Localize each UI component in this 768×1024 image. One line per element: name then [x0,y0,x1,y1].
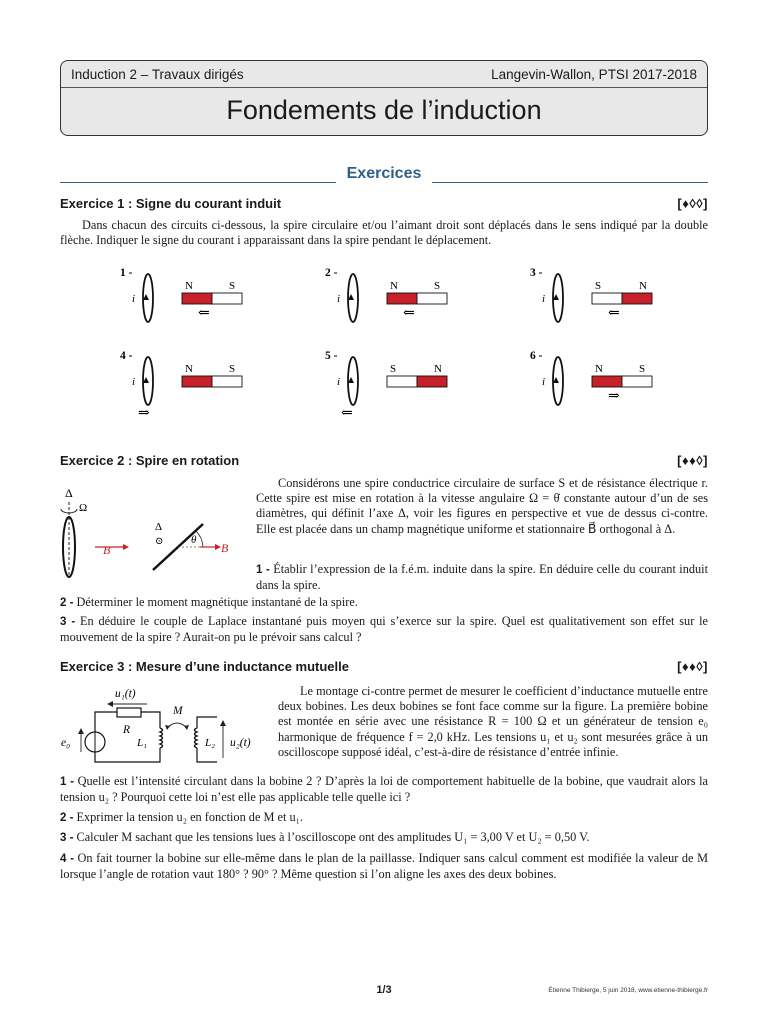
magnet-left-pole [182,293,212,304]
magnet-right-pole [622,376,652,387]
current-label: i [337,293,341,305]
e0-arrowhead [78,728,84,734]
figure-number: 6 - [530,350,543,362]
exercise-3-circuit [55,684,280,774]
exercise-3-question-1 [60,774,708,805]
question-text: On fait tourner la bobine sur elle-même dans le plan de la paillasse. Indiquer sans calcul comment est modifiée la valeur de M lorsque l’angle de rotation vaut 180° ? 90° ? Même question si l’on aligne les axes des deux bobines. [60,851,709,882]
magnet-right-label: S [434,280,441,292]
magnet-left-pole [182,376,212,387]
question-text: Déterminer le moment magnétique instantané de la spire. [76,595,358,609]
question-number: 2 - [60,812,74,824]
theta-label: θ [191,534,197,546]
figure-number: 4 - [120,350,133,362]
exercise-2-question-2 [60,595,708,611]
figure-number: 1 - [120,267,133,279]
question-number: 4 - [60,853,74,865]
magnet-right-pole [212,293,242,304]
question-text: Exprimer la tension u₂ en fonction de M et u₁. [76,810,303,824]
current-label: i [542,376,546,388]
question-number: 3 - [60,832,74,844]
u1-arrowhead [107,701,113,707]
page-number: 1/3 [376,984,392,996]
delta-label-top: Δ [155,521,163,533]
magnet-left-label: S [595,280,602,292]
exercise-3-statement: Le montage ci-contre permet de mesurer le coefficient d’inductance mutuelle entre deux bobines. Les deux bobines se font face comme sur la figure. La première bobine est montée en série avec une résistance R = 100 Ω et un générateur de tension e₀ harmonique de fréquence f = 2,0 kHz. Les tensions u₁ et u₂ sont mesurées grâce à un oscilloscope supposé idéal, c’est-à-dire de résistance d’entrée infinie. [278,684,708,759]
motion-double-arrow: ⇒ [138,406,150,421]
section-title: Exercices [346,165,422,182]
m-label: M [173,705,183,717]
magnet-left-pole [592,376,622,387]
exercise-2-question-1 [256,562,708,593]
header-separator [61,87,707,88]
header-box [60,60,708,136]
magnet-right-label: S [229,280,236,292]
figure-number: 2 - [325,267,338,279]
magnet-left-pole [592,293,622,304]
wire-bottom [95,748,160,762]
exercise-1-statement: Dans chacun des circuits ci-dessous, la spire circulaire et/ou l’aimant droit sont déplacés dans le sens indiqué par la double flèche. Indiquer le signe du courant i apparaissant dans la spire pendant le déplacement. [60,218,708,248]
motion-double-arrow: ⇐ [341,406,353,421]
resistor [117,708,141,717]
magnet-left-pole [387,293,417,304]
motion-double-arrow: ⇐ [403,306,415,321]
magnet-right-pole [622,293,652,304]
magnet-left-label: N [390,280,398,292]
question-number: 2 - [60,597,74,609]
header-school: Langevin-Wallon, PTSI 2017-2018 [491,67,697,82]
magnet-right-label: S [639,363,646,375]
mutual-arrow [167,723,187,728]
magnet-right-pole [417,293,447,304]
wire-2-bottom [197,748,217,762]
exercise-3-difficulty: [♦♦◊] [677,659,708,674]
motion-double-arrow: ⇒ [608,389,620,404]
theta-arc [196,531,203,547]
omega-label: Ω [79,502,88,514]
wire-top-right [141,712,160,728]
magnet-right-pole [417,376,447,387]
b-field-label-1: B⃗ [103,543,120,557]
u1-label: u₁(t) [115,688,136,700]
exercise-3-title: Exercice 3 : Mesure d’une inductance mutuelle [60,659,349,674]
current-label: i [542,293,546,305]
header-course: Induction 2 – Travaux dirigés [71,67,244,82]
motion-double-arrow: ⇐ [198,306,210,321]
axis-out-of-plane: ⊙ [155,536,164,547]
exercise-1-difficulty: [♦◊◊] [677,196,708,211]
exercise-2-title: Exercice 2 : Spire en rotation [60,453,240,468]
current-label: i [132,376,136,388]
question-number: 1 - [256,564,270,576]
question-number: 1 - [60,776,74,788]
exercise-1-figures [0,260,768,440]
magnet-right-label: N [434,363,442,375]
figure-number: 3 - [530,267,543,279]
magnet-left-label: N [185,363,193,375]
magnet-left-label: N [185,280,193,292]
wire-top-left [95,712,117,732]
current-label: i [337,376,341,388]
coil-1 [160,728,163,748]
wire-2-top [197,717,217,728]
exercise-2-figure [55,482,245,582]
exercise-1-title: Exercice 1 : Signe du courant induit [60,196,282,211]
magnet-right-pole [212,376,242,387]
magnet-left-pole [387,376,417,387]
page-title: Fondements de l’induction [226,95,542,125]
motion-double-arrow: ⇐ [608,306,620,321]
exercise-3-question-2 [60,810,708,826]
l1-label: L₁ [137,737,147,749]
coil-2 [195,728,198,748]
exercise-2-statement: Considérons une spire conductrice circulaire de surface S et de résistance électrique r. Cette spire est mise en rotation à la vitesse angulaire Ω = θ̇ constante autour d’un de ses diamètres, qui définit l’axe Δ, voir les figures en perspective et vue de dessus ci-contre. Elle est placée dans un champ magnétique uniforme et stationnaire B⃗ orthogonal à Δ. [256,476,708,536]
magnet-right-label: S [229,363,236,375]
exercise-2-difficulty: [♦♦◊] [677,453,708,468]
current-label: i [132,293,136,305]
magnet-right-label: N [639,280,647,292]
exercise-3-question-3 [60,830,708,846]
delta-label: Δ [65,486,73,500]
magnet-left-label: S [390,363,397,375]
u2-label: u₂(t) [230,737,251,749]
figure-number: 5 - [325,350,338,362]
l2-label: L₂ [205,737,215,749]
question-text: Quelle est l’intensité circulant dans la bobine 2 ? D’après la loi de comportement habituelle de la bobine, que vaudrait alors la tension u₂ ? Pourquoi cette loi n’est elle pas applicable telle quelle ici ? [60,774,709,805]
r-label: R [123,724,131,736]
b-field-arrowhead-1 [123,544,129,550]
question-text: En déduire le couple de Laplace instantané puis moyen qui s’exerce sur la spire. Quel est qualitativement son effet sur le mouvement de la spire ? Aurait-on pu le prévoir sans calcul ? [60,614,709,645]
question-number: 3 - [60,616,76,628]
exercise-2-question-3 [60,614,708,645]
e0-label: e₀ [61,737,71,749]
section-rule-right [432,182,708,183]
footer-credit: Étienne Thibierge, 5 juin 2018, www.etienne-thibierge.fr [548,987,708,994]
question-text: Calculer M sachant que les tensions lues à l’oscilloscope ont des amplitudes U₁ = 3,00 V et U₂ = 0,50 V. [76,830,590,844]
magnet-left-label: N [595,363,603,375]
question-text: Établir l’expression de la f.é.m. induite dans la spire. En déduire celle du courant induit dans la spire. [256,562,709,593]
u2-arrowhead [220,720,226,726]
b-field-label-2: B⃗ [221,541,238,555]
exercise-3-question-4 [60,851,708,882]
